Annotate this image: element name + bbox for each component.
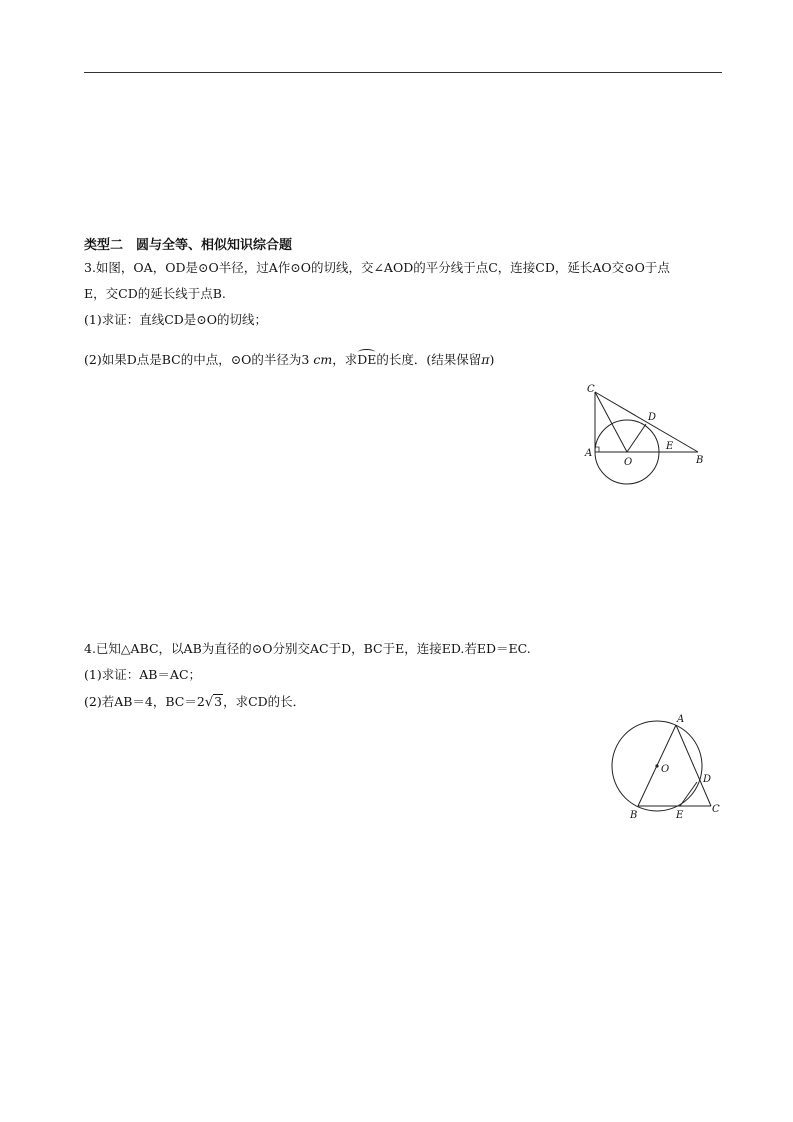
q3-part2-mid: ，求 <box>332 352 358 367</box>
q3-part2-close: ) <box>489 352 495 367</box>
q4-figure <box>608 710 728 822</box>
q4-segment-ac <box>676 725 711 806</box>
q4-label-o: O <box>661 764 670 775</box>
q3-part2-after: 的长度．(结果保留 <box>376 352 482 367</box>
q4-statement: 4.已知△ABC，以AB为直径的⊙O分别交AC于D，BC于E，连接ED.若ED＝EC. <box>84 641 531 656</box>
q4-label-c: C <box>712 804 720 815</box>
q3-part2 <box>84 351 494 369</box>
q4-label-e: E <box>676 810 684 821</box>
q3-label-a: A <box>585 448 593 459</box>
q4-label-b: B <box>630 810 638 821</box>
q3-part2-unit: cm <box>313 352 333 367</box>
q3-label-d: D <box>648 412 657 423</box>
q4-part1: (1)求证：AB＝AC； <box>84 667 202 682</box>
q4-center-dot <box>655 764 658 767</box>
q4-part2-after: ，求CD的长． <box>223 694 306 709</box>
q4-label-d: D <box>703 774 712 785</box>
q3-arc-de: DE <box>357 352 377 367</box>
q4-radical-sign: √ <box>204 695 214 710</box>
header-rule <box>84 72 722 73</box>
q3-segment-od <box>627 424 646 452</box>
q4-part2 <box>84 693 305 712</box>
q3-statement-line1: 3.如图，OA，OD是⊙O半径，过A作⊙O的切线，交∠AOD的平分线于点C，连接CD，延长AO交⊙O于点 <box>84 260 670 275</box>
q4-segment-ed <box>680 782 697 806</box>
q3-label-b: B <box>696 455 704 466</box>
q4-label-a: A <box>677 714 685 725</box>
q3-label-c: C <box>587 384 595 395</box>
q3-label-e: E <box>666 441 674 452</box>
q3-label-o: O <box>624 457 633 468</box>
q3-part1: (1)求证：直线CD是⊙O的切线； <box>84 312 268 327</box>
q3-figure <box>580 380 720 492</box>
section-heading: 类型二 圆与全等、相似知识综合题 <box>84 238 293 253</box>
q4-part2-text: (2)若AB＝4，BC＝2 <box>84 694 205 709</box>
q3-statement-line2: E，交CD的延长线于点B. <box>84 286 226 301</box>
q3-pi-symbol: π <box>481 352 490 367</box>
q3-part2-text: (2)如果D点是BC的中点，⊙O的半径为3 <box>84 352 314 367</box>
q4-radicand: 3 <box>214 694 223 709</box>
